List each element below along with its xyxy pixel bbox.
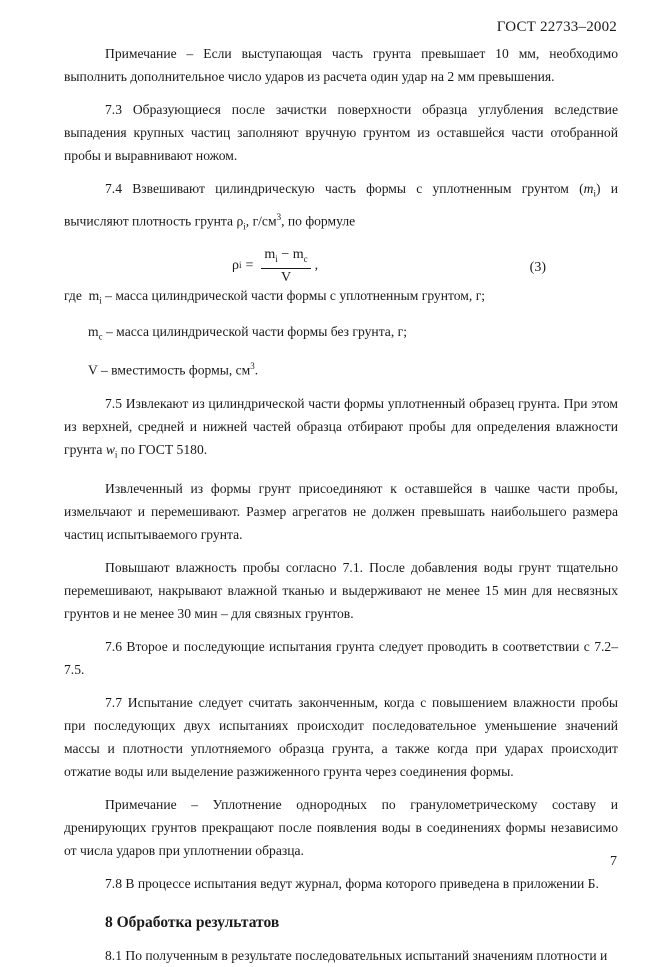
section-heading-8: 8 Обработка результатов (105, 913, 280, 931)
paragraph-7-8: 7.8 В процессе испытания ведут журнал, форма которого приведена в приложении Б. (105, 875, 599, 891)
paragraph-7-3: 7.3 Образующиеся после зачистки поверхности образца углубления вследствие выпадения крупных частиц заполняют вручную грунтом из оставшейся части отобранной пробы и выравнивают ножом. (64, 102, 618, 163)
paragraph-7-4: 7.4 Взвешивают цилиндрическую часть формы с уплотненным грунтом $(m_i)$ и вычисляют плотность грунта $\rho_i$, $г/см^3$, по формуле (64, 181, 619, 231)
paragraph-7-7: 7.7 Испытание следует считать законченным, когда с повышением влажности пробы при последующих двух испытаниях происходит последовательное уменьшение значений массы и плотности уплотняемого образца грунта, а также когда при ударах происходит отжатие воды или выделение разжиженного грунта через соединения формы. (64, 694, 618, 779)
equation-number: (3) (529, 259, 546, 275)
paragraph-8-1: 8.1 По полученным в результате последовательных испытаний значениям плотности и (105, 947, 608, 963)
definition-v: V – вместимость формы, $см^3$. (88, 361, 259, 378)
formula-3 (64, 244, 618, 284)
body-text (64, 42, 618, 967)
paragraph-7-6: 7.6 Второе и последующие испытания грунта следует проводить в соответствии с 7.2–7.5. (64, 638, 618, 677)
definition-mc: $m_c$ – масса цилиндрической части формы без грунта, г; (88, 323, 407, 342)
page-number: 7 (610, 854, 617, 869)
document-code-header: ГОСТ 22733–2002 (496, 19, 617, 35)
note-paragraph: Примечание – Если выступающая часть грунта превышает 10 мм, необходимо выполнить дополнительное число ударов из расчета один удар на 2 мм превышения. (64, 46, 618, 84)
formula-fraction: $\frac{m_i - m_c}{V}$ (261, 246, 310, 286)
paragraph-extract: Извлеченный из формы грунт присоединяют к оставшейся в чашке части пробы, измельчают и перемешивают. Размер агрегатов не должен превышать наибольшего размера частиц испытываемого грунта. (64, 480, 618, 542)
paragraph-moisture: Повышают влажность пробы согласно 7.1. После добавления воды грунт тщательно перемешивают, накрывают влажной тканью и выдерживают не менее 15 мин для несвязных грунтов и не менее 30 мин – для связных грунтов. (64, 559, 618, 621)
definition-mi: где $m_i$ – масса цилиндрической части формы с уплотненным грунтом, г; (64, 287, 486, 306)
density-formula: ρ i = $\frac{m_i - m_c}{V}$ , (232, 246, 319, 285)
paragraph-7-5: 7.5 Извлекают из цилиндрической части формы уплотненный образец грунта. При этом из верхней, средней и нижней частей образца отбирают пробы для определения влажности грунта $w_i$ по ГОСТ 5180. (64, 395, 618, 460)
note-paragraph-2: Примечание – Уплотнение однородных по гранулометрическому составу и дренирующих грунтов прекращают после появления воды в соединениях формы независимо от числа ударов при уплотнении образца. (64, 796, 618, 858)
